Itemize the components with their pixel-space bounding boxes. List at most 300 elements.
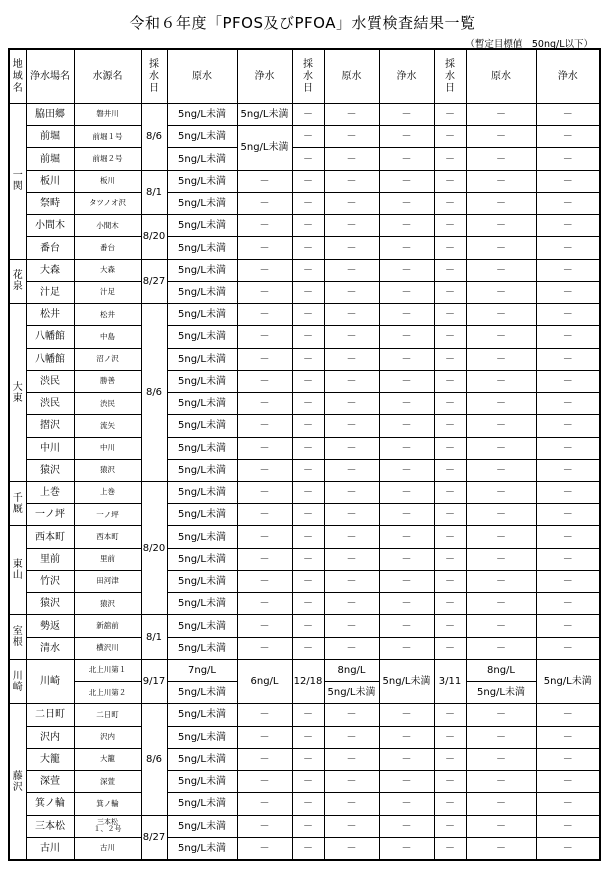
plant-cell: 大籠 <box>26 748 74 770</box>
dash: － <box>324 837 379 860</box>
dash: － <box>237 837 292 860</box>
dash: － <box>466 637 536 659</box>
table-row <box>9 481 600 503</box>
dash: － <box>466 170 536 192</box>
plant-cell: 勢返 <box>26 615 74 637</box>
dash: － <box>237 393 292 415</box>
dash: － <box>536 726 600 748</box>
dash: － <box>292 815 324 837</box>
page-title: 令和６年度「PFOS及びPFOA」水質検査結果一覧 <box>129 14 476 32</box>
dash: － <box>324 726 379 748</box>
plant-cell: 西本町 <box>26 526 74 548</box>
table-row <box>9 659 600 681</box>
source-cell: 松井 <box>74 304 141 326</box>
table-row <box>9 215 600 237</box>
dash: － <box>536 237 600 259</box>
dash: － <box>292 148 324 170</box>
raw-value: 5ng/L未満 <box>167 748 237 770</box>
dash: － <box>434 570 466 592</box>
dash: － <box>536 504 600 526</box>
plant-cell: 里前 <box>26 548 74 570</box>
dash: － <box>466 326 536 348</box>
treated-value: 5ng/L未満 <box>379 659 434 703</box>
table-row <box>9 748 600 770</box>
dash: － <box>324 815 379 837</box>
dash: － <box>536 192 600 214</box>
source-cell: 新舘前 <box>74 615 141 637</box>
dash: － <box>237 704 292 726</box>
dash: － <box>324 548 379 570</box>
dash: － <box>536 281 600 303</box>
dash: － <box>466 304 536 326</box>
plant-cell: 小間木 <box>26 215 74 237</box>
raw-value: 5ng/L未満 <box>167 215 237 237</box>
plant-cell: 箕ノ輪 <box>26 793 74 815</box>
dash: － <box>324 504 379 526</box>
dash: － <box>237 481 292 503</box>
dash: － <box>536 704 600 726</box>
dash: － <box>536 815 600 837</box>
plant-cell: 松井 <box>26 304 74 326</box>
dash: － <box>466 837 536 860</box>
dash: － <box>237 593 292 615</box>
plant-cell: 猿沢 <box>26 459 74 481</box>
dash: － <box>324 370 379 392</box>
dash: － <box>379 348 434 370</box>
dash: － <box>434 793 466 815</box>
plant-cell: 八幡館 <box>26 326 74 348</box>
table-row <box>9 459 600 481</box>
date-cell: 8/1 <box>141 615 167 659</box>
plant-cell: 中川 <box>26 437 74 459</box>
table-row <box>9 437 600 459</box>
dash: － <box>379 504 434 526</box>
table-row <box>9 192 600 214</box>
table-row <box>9 370 600 392</box>
header-date-2: 採 水 日 <box>292 49 324 104</box>
dash: － <box>466 437 536 459</box>
plant-cell: 前堀 <box>26 148 74 170</box>
header-raw-2: 原水 <box>324 49 379 104</box>
dash: － <box>466 126 536 148</box>
dash: － <box>434 437 466 459</box>
dash: － <box>379 704 434 726</box>
dash: － <box>237 748 292 770</box>
dash: － <box>434 481 466 503</box>
dash: － <box>292 548 324 570</box>
dash: － <box>237 192 292 214</box>
dash: － <box>292 348 324 370</box>
dash: － <box>292 281 324 303</box>
plant-cell: 三本松 <box>26 815 74 837</box>
dash: － <box>292 481 324 503</box>
dash: － <box>536 748 600 770</box>
header-treated-3: 浄水 <box>536 49 600 104</box>
date-cell: 8/6 <box>141 104 167 171</box>
raw-value: 5ng/L未満 <box>167 504 237 526</box>
raw-value: 5ng/L未満 <box>167 126 237 148</box>
dash: － <box>292 459 324 481</box>
dash: － <box>324 104 379 126</box>
dash: － <box>466 148 536 170</box>
region-cell: 花 泉 <box>9 259 26 303</box>
table-row <box>9 815 600 837</box>
dash: － <box>324 415 379 437</box>
plant-cell: 大森 <box>26 259 74 281</box>
source-cell: 箕ノ輪 <box>74 793 141 815</box>
dash: － <box>466 593 536 615</box>
plant-cell: 猿沢 <box>26 593 74 615</box>
dash: － <box>466 104 536 126</box>
source-cell: 北上川第２ <box>74 682 141 704</box>
raw-value: 5ng/L未満 <box>167 815 237 837</box>
dash: － <box>466 348 536 370</box>
raw-value: 5ng/L未満 <box>466 682 536 704</box>
dash: － <box>292 771 324 793</box>
dash: － <box>379 748 434 770</box>
date-cell: 8/6 <box>141 704 167 815</box>
dash: － <box>379 304 434 326</box>
dash: － <box>292 259 324 281</box>
plant-cell: 二日町 <box>26 704 74 726</box>
dash: － <box>536 415 600 437</box>
source-cell: 二日町 <box>74 704 141 726</box>
source-cell: タツノオ沢 <box>74 192 141 214</box>
dash: － <box>536 526 600 548</box>
dash: － <box>434 771 466 793</box>
date-cell: 8/20 <box>141 215 167 259</box>
dash: － <box>536 481 600 503</box>
table-row <box>9 259 600 281</box>
source-cell: 勝善 <box>74 370 141 392</box>
dash: － <box>379 793 434 815</box>
table-row <box>9 548 600 570</box>
raw-value: 5ng/L未満 <box>167 393 237 415</box>
dash: － <box>466 415 536 437</box>
header-row <box>9 49 600 104</box>
dash: － <box>434 637 466 659</box>
dash: － <box>237 437 292 459</box>
table-row <box>9 237 600 259</box>
dash: － <box>237 459 292 481</box>
dash: － <box>292 593 324 615</box>
plant-cell: 深萱 <box>26 771 74 793</box>
dash: － <box>237 793 292 815</box>
dash: － <box>292 726 324 748</box>
dash: － <box>379 148 434 170</box>
dash: － <box>324 615 379 637</box>
table-row <box>9 104 600 126</box>
raw-value: 5ng/L未満 <box>324 682 379 704</box>
date-cell: 8/27 <box>141 259 167 303</box>
dash: － <box>466 615 536 637</box>
date-cell: 8/1 <box>141 170 167 214</box>
dash: － <box>536 615 600 637</box>
table-row <box>9 304 600 326</box>
dash: － <box>466 793 536 815</box>
dash: － <box>536 215 600 237</box>
dash: － <box>434 259 466 281</box>
raw-value: 5ng/L未満 <box>167 726 237 748</box>
header-source: 水源名 <box>74 49 141 104</box>
plant-cell: 古川 <box>26 837 74 860</box>
dash: － <box>292 748 324 770</box>
dash: － <box>324 704 379 726</box>
dash: － <box>237 348 292 370</box>
dash: － <box>324 148 379 170</box>
raw-value: 5ng/L未満 <box>167 304 237 326</box>
treated-value: 6ng/L <box>237 659 292 703</box>
raw-value: 5ng/L未満 <box>167 793 237 815</box>
table-row <box>9 281 600 303</box>
dash: － <box>237 726 292 748</box>
dash: － <box>536 370 600 392</box>
table-row <box>9 393 600 415</box>
dash: － <box>536 259 600 281</box>
table-row <box>9 615 600 637</box>
dash: － <box>379 481 434 503</box>
table-row <box>9 326 600 348</box>
header-treated-2: 浄水 <box>379 49 434 104</box>
dash: － <box>237 570 292 592</box>
dash: － <box>292 793 324 815</box>
raw-value: 8ng/L <box>466 659 536 681</box>
dash: － <box>324 170 379 192</box>
dash: － <box>434 370 466 392</box>
dash: － <box>434 304 466 326</box>
dash: － <box>324 771 379 793</box>
dash: － <box>324 237 379 259</box>
header-plant: 浄水場名 <box>26 49 74 104</box>
dash: － <box>324 192 379 214</box>
source-cell: 一ノ坪 <box>74 504 141 526</box>
dash: － <box>292 837 324 860</box>
raw-value: 5ng/L未満 <box>167 570 237 592</box>
dash: － <box>324 459 379 481</box>
table-row <box>9 837 600 860</box>
dash: － <box>434 215 466 237</box>
dash: － <box>536 771 600 793</box>
dash: － <box>434 148 466 170</box>
table-row <box>9 170 600 192</box>
raw-value: 5ng/L未満 <box>167 437 237 459</box>
source-cell: 深萱 <box>74 771 141 793</box>
dash: － <box>324 637 379 659</box>
raw-value: 5ng/L未満 <box>167 348 237 370</box>
dash: － <box>324 348 379 370</box>
dash: － <box>536 548 600 570</box>
table-row <box>9 771 600 793</box>
dash: － <box>292 237 324 259</box>
dash: － <box>379 726 434 748</box>
source-cell: 番台 <box>74 237 141 259</box>
dash: － <box>434 593 466 615</box>
source-cell: 猿沢 <box>74 593 141 615</box>
source-cell: 前堀１号 <box>74 126 141 148</box>
dash: － <box>536 148 600 170</box>
dash: － <box>379 104 434 126</box>
dash: － <box>379 215 434 237</box>
raw-value: 5ng/L未満 <box>167 148 237 170</box>
dash: － <box>324 748 379 770</box>
table-row <box>9 570 600 592</box>
dash: － <box>292 637 324 659</box>
dash: － <box>466 459 536 481</box>
dash: － <box>434 748 466 770</box>
source-cell: 汁足 <box>74 281 141 303</box>
raw-value: 5ng/L未満 <box>167 548 237 570</box>
dash: － <box>379 259 434 281</box>
plant-cell: 前堀 <box>26 126 74 148</box>
header-region: 地 域 名 <box>9 49 26 104</box>
dash: － <box>434 170 466 192</box>
dash: － <box>536 637 600 659</box>
dash: － <box>434 548 466 570</box>
dash: － <box>466 570 536 592</box>
dash: － <box>434 459 466 481</box>
raw-value: 5ng/L未満 <box>167 615 237 637</box>
raw-value: 5ng/L未満 <box>167 326 237 348</box>
dash: － <box>379 237 434 259</box>
dash: － <box>434 126 466 148</box>
region-cell: 大 東 <box>9 304 26 482</box>
dash: － <box>466 215 536 237</box>
dash: － <box>292 615 324 637</box>
dash: － <box>379 415 434 437</box>
raw-value: 7ng/L <box>167 659 237 681</box>
dash: － <box>292 437 324 459</box>
source-cell: 上巻 <box>74 481 141 503</box>
region-cell: 一 関 <box>9 104 26 260</box>
region-cell: 室 根 <box>9 615 26 659</box>
source-cell: 三本松 １、２号 <box>74 815 141 837</box>
source-cell: 中島 <box>74 326 141 348</box>
dash: － <box>434 837 466 860</box>
raw-value: 5ng/L未満 <box>167 237 237 259</box>
raw-value: 8ng/L <box>324 659 379 681</box>
dash: － <box>466 237 536 259</box>
dash: － <box>466 726 536 748</box>
dash: － <box>536 104 600 126</box>
raw-value: 5ng/L未満 <box>167 593 237 615</box>
dash: － <box>466 526 536 548</box>
dash: － <box>434 615 466 637</box>
dash: － <box>292 570 324 592</box>
dash: － <box>237 415 292 437</box>
dash: － <box>237 370 292 392</box>
dash: － <box>379 459 434 481</box>
dash: － <box>292 304 324 326</box>
dash: － <box>324 215 379 237</box>
header-date-3: 採 水 日 <box>434 49 466 104</box>
plant-cell: 渋民 <box>26 370 74 392</box>
dash: － <box>536 837 600 860</box>
raw-value: 5ng/L未満 <box>167 637 237 659</box>
source-cell: 大森 <box>74 259 141 281</box>
dash: － <box>324 481 379 503</box>
table-row <box>9 504 600 526</box>
dash: － <box>379 526 434 548</box>
dash: － <box>379 637 434 659</box>
date-cell: 12/18 <box>292 659 324 703</box>
dash: － <box>466 393 536 415</box>
table-row <box>9 704 600 726</box>
table-row <box>9 348 600 370</box>
dash: － <box>434 815 466 837</box>
raw-value: 5ng/L未満 <box>167 370 237 392</box>
dash: － <box>324 304 379 326</box>
header-raw-1: 原水 <box>167 49 237 104</box>
dash: － <box>292 415 324 437</box>
dash: － <box>237 637 292 659</box>
dash: － <box>292 704 324 726</box>
raw-value: 5ng/L未満 <box>167 170 237 192</box>
raw-value: 5ng/L未満 <box>167 481 237 503</box>
raw-value: 5ng/L未満 <box>167 281 237 303</box>
date-cell: 8/27 <box>141 815 167 860</box>
source-cell: 板川 <box>74 170 141 192</box>
dash: － <box>379 326 434 348</box>
dash: － <box>434 326 466 348</box>
dash: － <box>434 526 466 548</box>
plant-cell: 汁足 <box>26 281 74 303</box>
plant-cell: 竹沢 <box>26 570 74 592</box>
provisional-target-note: （暫定目標値 50ng/L以下） <box>465 39 593 50</box>
dash: － <box>434 393 466 415</box>
plant-cell: 摺沢 <box>26 415 74 437</box>
dash: － <box>434 704 466 726</box>
raw-value: 5ng/L未満 <box>167 459 237 481</box>
source-cell: 田河津 <box>74 570 141 592</box>
dash: － <box>466 815 536 837</box>
dash: － <box>237 815 292 837</box>
dash: － <box>379 192 434 214</box>
table-row <box>9 726 600 748</box>
dash: － <box>324 259 379 281</box>
dash: － <box>379 281 434 303</box>
dash: － <box>292 526 324 548</box>
source-cell: 渋民 <box>74 393 141 415</box>
source-cell: 磐井川 <box>74 104 141 126</box>
dash: － <box>237 237 292 259</box>
dash: － <box>324 570 379 592</box>
treated-value: 5ng/L未満 <box>237 126 292 170</box>
dash: － <box>466 504 536 526</box>
plant-cell: 清水 <box>26 637 74 659</box>
dash: － <box>434 504 466 526</box>
dash: － <box>379 815 434 837</box>
source-cell: 前堀２号 <box>74 148 141 170</box>
dash: － <box>536 304 600 326</box>
source-cell: 猿沢 <box>74 459 141 481</box>
raw-value: 5ng/L未満 <box>167 526 237 548</box>
plant-cell: 上巻 <box>26 481 74 503</box>
plant-cell: 脇田郷 <box>26 104 74 126</box>
plant-cell: 渋民 <box>26 393 74 415</box>
dash: － <box>292 104 324 126</box>
dash: － <box>237 304 292 326</box>
dash: － <box>536 570 600 592</box>
dash: － <box>237 526 292 548</box>
dash: － <box>237 281 292 303</box>
dash: － <box>434 415 466 437</box>
dash: － <box>324 793 379 815</box>
source-cell: 沢内 <box>74 726 141 748</box>
dash: － <box>237 215 292 237</box>
dash: － <box>324 437 379 459</box>
dash: － <box>237 259 292 281</box>
date-cell: 8/20 <box>141 481 167 614</box>
